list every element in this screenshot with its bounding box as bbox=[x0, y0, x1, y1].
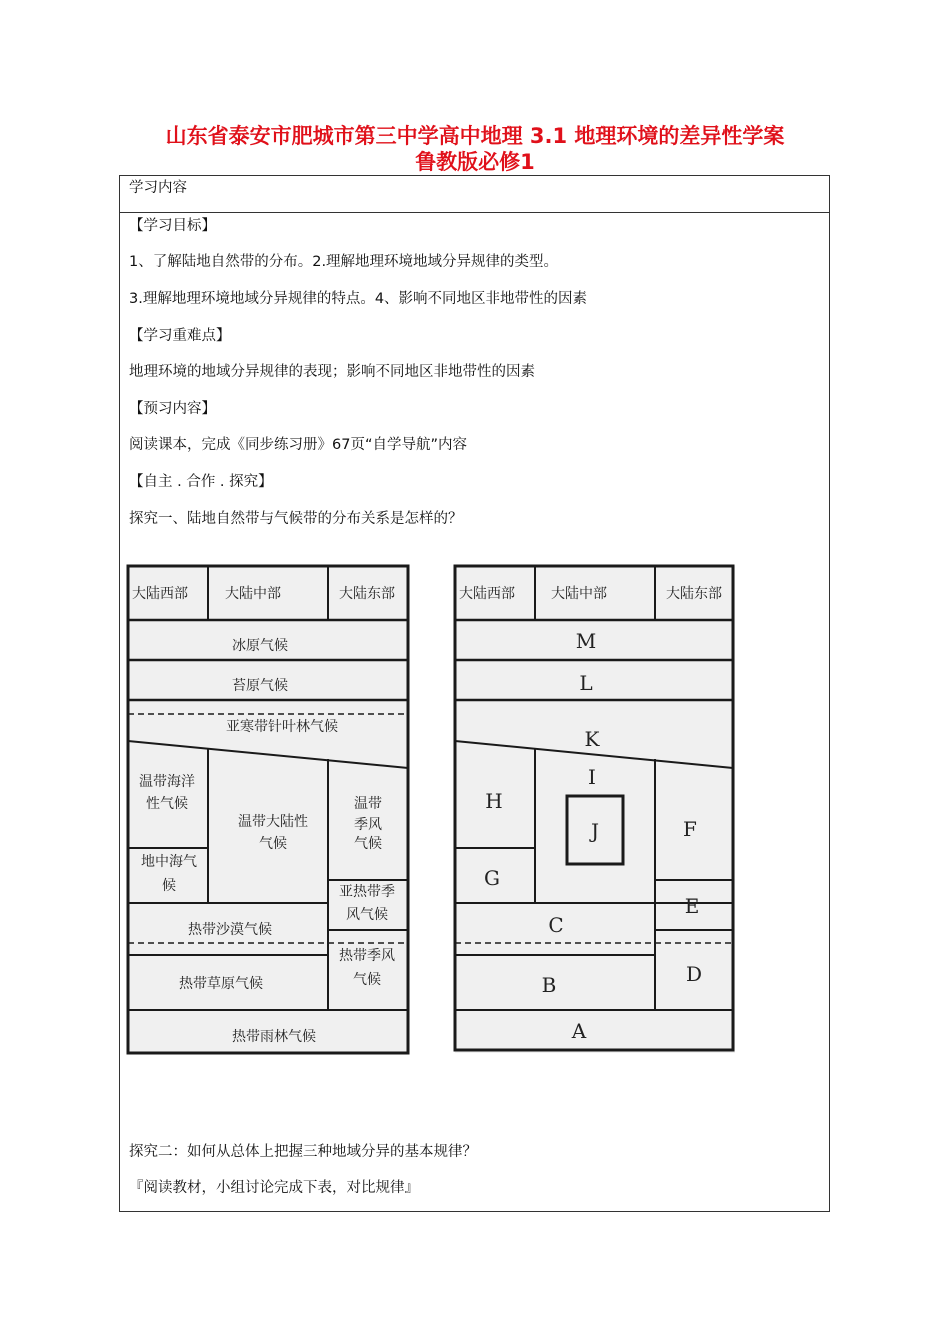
zone-label-K: K bbox=[584, 727, 600, 751]
label-subarctic-climate: 亚寒带针叶林气候 bbox=[226, 719, 338, 735]
label-temperate-monsoon-3: 气候 bbox=[354, 836, 382, 852]
label-ice-climate: 冰原气候 bbox=[232, 638, 288, 654]
right-label-west: 大陆西部 bbox=[459, 586, 515, 602]
table-header: 学习内容 bbox=[129, 180, 187, 196]
explore-heading: 【自主 . 合作 . 探究】 bbox=[129, 474, 273, 490]
zone-label-B: B bbox=[541, 973, 557, 997]
label-temperate-marine-2: 性气候 bbox=[146, 796, 188, 812]
label-temperate-continental-2: 气候 bbox=[259, 836, 287, 852]
zone-label-G: G bbox=[484, 866, 500, 890]
document-title-line-2: 鲁教版必修1 bbox=[415, 150, 535, 174]
preview-heading: 【预习内容】 bbox=[129, 401, 216, 417]
label-mediterranean-1: 地中海气 bbox=[141, 854, 197, 870]
zone-label-E: E bbox=[684, 894, 700, 918]
label-tundra-climate: 苔原气候 bbox=[232, 678, 288, 694]
label-temperate-marine-1: 温带海洋 bbox=[139, 774, 195, 790]
zone-label-F: F bbox=[683, 817, 697, 841]
label-tropical-desert: 热带沙漠气候 bbox=[188, 922, 272, 938]
zone-label-I: I bbox=[588, 765, 596, 789]
zone-label-A: A bbox=[571, 1019, 587, 1043]
key-heading: 【学习重难点】 bbox=[129, 328, 231, 344]
document-title-line-1: 山东省泰安市肥城市第三中学高中地理 3.1 地理环境的差异性学案 bbox=[165, 124, 785, 148]
label-subtropical-monsoon-2: 风气候 bbox=[346, 907, 388, 923]
label-temperate-monsoon-1: 温带 bbox=[354, 796, 382, 812]
zone-label-C: C bbox=[548, 913, 564, 937]
goal-line-2: 3.理解地理环境地域分异规律的特点。4、影响不同地区非地带性的因素 bbox=[129, 291, 588, 307]
label-east: 大陆东部 bbox=[339, 586, 395, 602]
zone-label-D: D bbox=[685, 962, 703, 986]
label-tropical-monsoon-2: 气候 bbox=[353, 972, 381, 988]
right-label-central: 大陆中部 bbox=[551, 586, 607, 602]
label-subtropical-monsoon-1: 亚热带季 bbox=[339, 884, 395, 900]
goal-line-1: 1、了解陆地自然带的分布。2.理解地理环境地域分异规律的类型。 bbox=[129, 254, 559, 270]
right-label-east: 大陆东部 bbox=[666, 586, 722, 602]
label-central: 大陆中部 bbox=[225, 586, 281, 602]
label-temperate-continental-1: 温带大陆性 bbox=[238, 814, 308, 830]
zone-label-J: J bbox=[590, 819, 600, 843]
key-text: 地理环境的地域分异规律的表现；影响不同地区非地带性的因素 bbox=[129, 364, 535, 380]
preview-text: 阅读课本，完成《同步练习册》67页“自学导航”内容 bbox=[129, 437, 467, 453]
explore-question-2-note: 『阅读教材，小组讨论完成下表，对比规律』 bbox=[129, 1180, 419, 1196]
label-west: 大陆西部 bbox=[132, 586, 188, 602]
zone-label-M: M bbox=[575, 629, 597, 653]
goal-heading: 【学习目标】 bbox=[129, 218, 216, 234]
explore-question-1: 探究一、陆地自然带与气候带的分布关系是怎样的？ bbox=[129, 511, 463, 527]
label-savanna: 热带草原气候 bbox=[179, 976, 263, 992]
label-rainforest: 热带雨林气候 bbox=[232, 1029, 316, 1045]
explore-question-2: 探究二：如何从总体上把握三种地域分异的基本规律？ bbox=[129, 1144, 477, 1160]
zone-label-L: L bbox=[579, 671, 593, 695]
label-mediterranean-2: 候 bbox=[162, 878, 176, 894]
zone-label-H: H bbox=[485, 789, 503, 813]
label-temperate-monsoon-2: 季风 bbox=[354, 817, 382, 833]
label-tropical-monsoon-1: 热带季风 bbox=[339, 948, 395, 964]
